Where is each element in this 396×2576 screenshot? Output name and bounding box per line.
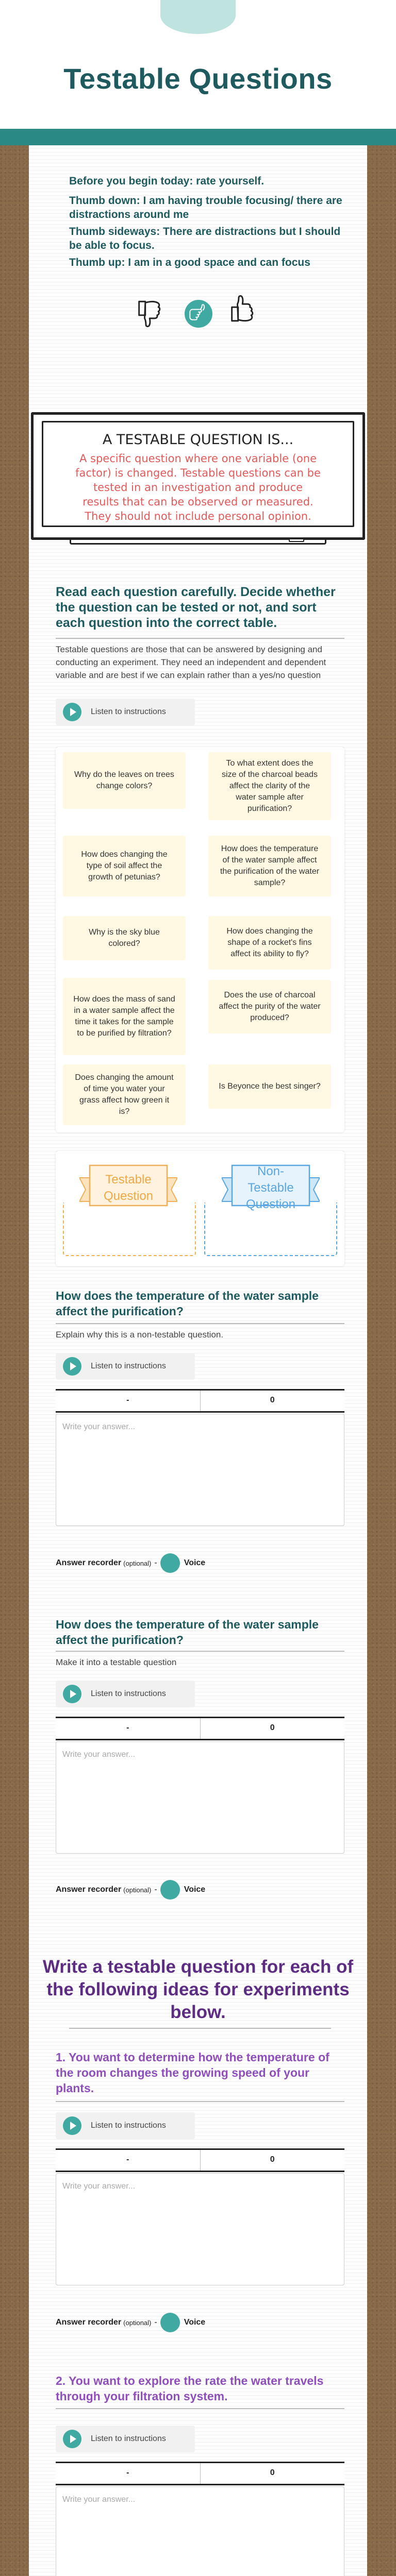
rating-intro: Before you begin today: rate yourself. — [69, 175, 265, 187]
sort-cards-area — [56, 747, 344, 1132]
chalkboard-body: A specific question where one variable (one factor) is changed. Testable questions can be tested in an investigation and produce results that can be observed or measured. They should not include personal opinion. — [75, 452, 321, 522]
q1-title: How does the temperature of the water sample affect the purification? — [56, 1289, 319, 1318]
q3-answer-input[interactable]: Write your answer... — [56, 2173, 344, 2285]
q1-prompt: Explain why this is a non-testable question. — [56, 1330, 224, 1340]
sort-title: Read each question carefully. Decide whether the question can be tested or not, and sort each question into the correct table. — [56, 585, 336, 630]
recorder-dash: - — [154, 1885, 157, 1894]
listen-button[interactable] — [56, 1681, 195, 1707]
recorder-dash: - — [154, 2318, 157, 2327]
sort-card[interactable]: Why is the sky blue colored? — [63, 916, 186, 960]
voice-label: Voice — [184, 1885, 206, 1894]
listen-label: Listen to instructions — [91, 707, 166, 716]
listen-button[interactable] — [56, 2112, 195, 2139]
voice-label: Voice — [184, 2318, 206, 2327]
record-voice-button[interactable] — [160, 2313, 180, 2332]
definition-chalkboard — [31, 412, 365, 540]
sort-description: Testable questions are those that can be answered by designing and conducting an experiment. They need an independent and dependent variable and are best if we can explain rather than a yes/no question — [56, 645, 326, 680]
sort-card[interactable]: How does the mass of sand in a water sample affect the time it takes for the sample to be purified by filtration? — [63, 978, 186, 1055]
play-icon — [63, 2430, 81, 2448]
answer-format-bar — [56, 2148, 344, 2172]
format-col-left[interactable]: - — [56, 2150, 201, 2171]
rating-down-text: I am having trouble focusing/ there are distractions around me — [69, 195, 342, 221]
chalkboard-title: A TESTABLE QUESTION IS... — [102, 432, 294, 448]
q2-answer-input[interactable]: Write your answer... — [56, 1741, 344, 1854]
format-col-left[interactable]: - — [56, 1718, 201, 1739]
q4-answer-input[interactable]: Write your answer... — [56, 2486, 344, 2576]
rating-thumb-up — [69, 256, 348, 269]
format-col-right[interactable]: 0 — [270, 1396, 275, 1404]
bucket-testable-label: Testable Question — [103, 1173, 154, 1203]
divider — [56, 638, 344, 639]
listen-button[interactable] — [56, 699, 195, 725]
recorder-label: Answer recorder — [56, 1558, 122, 1567]
q2-prompt: Make it into a testable question — [56, 1657, 177, 1667]
header-decoration — [160, 0, 236, 34]
thumb-down-icon[interactable] — [134, 298, 164, 328]
answer-format-bar — [56, 1717, 344, 1740]
divider — [69, 2028, 331, 2029]
sort-card[interactable]: Does changing the amount of time you water your grass affect how green it is? — [63, 1064, 186, 1125]
play-icon — [63, 1685, 81, 1703]
listen-label: Listen to instructions — [91, 1362, 166, 1370]
listen-label: Listen to instructions — [91, 2121, 166, 2130]
rating-thumb-down — [69, 194, 348, 222]
answer-recorder — [56, 2312, 344, 2333]
listen-label: Listen to instructions — [91, 2434, 166, 2443]
listen-button[interactable] — [56, 2426, 195, 2452]
format-col-right[interactable]: 0 — [270, 1723, 275, 1732]
recorder-dash: - — [154, 1558, 157, 1567]
q2-title: How does the temperature of the water sample affect the purification? — [56, 1618, 319, 1647]
recorder-label: Answer recorder — [56, 2318, 122, 2327]
format-col-left[interactable]: - — [56, 2463, 201, 2484]
recorder-label: Answer recorder — [56, 1885, 122, 1894]
thumb-sideways-icon[interactable] — [184, 299, 213, 329]
answer-format-bar — [56, 2462, 344, 2485]
rating-side-text: There are distractions but I should be able to focus. — [69, 226, 341, 251]
write-section-title: Write a testable question for each of the following ideas for experiments below. — [42, 1957, 354, 2022]
sort-card[interactable]: Why do the leaves on trees change colors? — [63, 752, 186, 809]
sort-buckets — [56, 1151, 344, 1266]
q4-title: 2. You want to explore the rate the water travels through your filtration system. — [56, 2374, 324, 2403]
recorder-optional: (optional) — [123, 1886, 152, 1894]
play-icon — [63, 1357, 81, 1376]
header — [0, 0, 396, 133]
sort-card[interactable]: To what extent does the size of the charcoal beads affect the clarity of the water sample after purification? — [208, 752, 331, 820]
banner-testable — [79, 1162, 177, 1214]
rating-down-label: Thumb down: — [69, 195, 140, 207]
listen-button[interactable] — [56, 1353, 195, 1380]
bucket-non-testable-label: Non-Testable Question — [245, 1164, 296, 1211]
voice-label: Voice — [184, 1558, 206, 1567]
rating-up-text: I am in a good space and can focus — [125, 257, 310, 268]
answer-format-bar — [56, 1389, 344, 1413]
thumb-up-icon[interactable] — [227, 295, 257, 325]
recorder-optional: (optional) — [123, 2318, 152, 2327]
listen-label: Listen to instructions — [91, 1689, 166, 1698]
format-col-right[interactable]: 0 — [270, 2468, 275, 2477]
record-voice-button[interactable] — [160, 1553, 180, 1573]
rating-thumb-sideways — [69, 225, 348, 252]
q1-answer-input[interactable]: Write your answer... — [56, 1414, 344, 1526]
header-stripe — [0, 129, 396, 145]
chalkboard-tray — [70, 539, 326, 545]
banner-non-testable — [222, 1162, 320, 1214]
divider — [56, 1651, 344, 1652]
sort-card[interactable]: How does the temperature of the water sample affect the purification of the water sample? — [208, 836, 331, 896]
answer-recorder — [56, 1553, 344, 1573]
sort-card[interactable]: Does the use of charcoal affect the purity of the water produced? — [208, 980, 331, 1033]
answer-recorder — [56, 1879, 344, 1900]
sort-card[interactable]: How does changing the type of soil affect the growth of petunias? — [63, 836, 186, 896]
recorder-optional: (optional) — [123, 1559, 152, 1567]
page-title: Testable Questions — [63, 62, 333, 95]
divider — [56, 1323, 344, 1324]
record-voice-button[interactable] — [160, 1880, 180, 1900]
sort-card[interactable]: Is Beyonce the best singer? — [208, 1064, 331, 1109]
play-icon — [63, 703, 81, 721]
rating-side-label: Thumb sideways: — [69, 226, 160, 238]
play-icon — [63, 2116, 81, 2135]
thumb-sideways-selected — [185, 300, 212, 328]
sort-card[interactable]: How does changing the shape of a rocket's fins affect its ability to fly? — [208, 916, 331, 970]
format-col-left[interactable]: - — [56, 1391, 201, 1411]
q3-title: 1. You want to determine how the temperature of the room changes the growing speed of your plants. — [56, 2050, 329, 2095]
rating-up-label: Thumb up: — [69, 257, 125, 268]
format-col-right[interactable]: 0 — [270, 2155, 275, 2164]
chalkboard-frame — [42, 421, 354, 527]
divider — [56, 2408, 344, 2409]
worksheet-paper — [29, 145, 367, 2576]
divider — [56, 2101, 344, 2102]
chalk-piece — [289, 538, 304, 542]
